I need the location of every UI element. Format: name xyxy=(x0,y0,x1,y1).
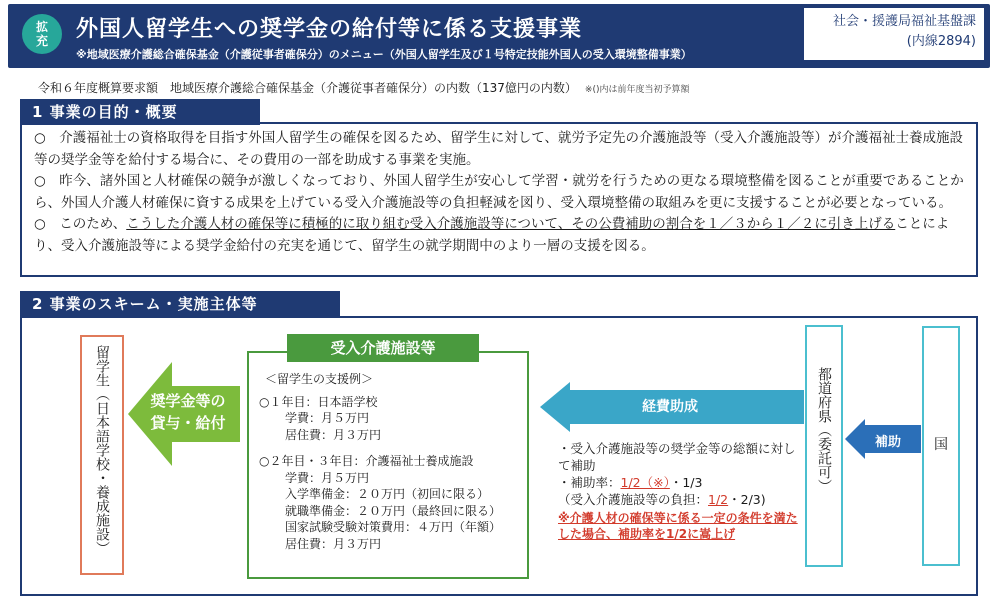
year2-heading: ○２年目・３年目：介護福祉士養成施設 xyxy=(259,454,474,468)
purpose-paragraph-1: ○ 介護福祉士の資格取得を目指す外国人留学生の確保を図るため、留学生に対して、就労予定先の介護施設等（受入介護施設等）が介護福祉士養成施設等の奨学金等を給付する場合に、その費用の一部を助成する事業を実施。 xyxy=(34,130,963,168)
budget-text: 令和６年度概算要求額 地域医療介護総合確保基金（介護従事者確保分）の内数（137億円の内数） xyxy=(38,81,577,95)
department-box xyxy=(804,8,984,60)
subsidy-details xyxy=(558,440,798,542)
section1-body xyxy=(20,122,978,277)
year2-item: 入学準備金：２０万円（初回に限る） xyxy=(285,487,490,501)
student-box xyxy=(80,335,124,575)
year2-item: 国家試験受験対策費用：４万円（年額） xyxy=(285,520,502,534)
year2-item: 学費：月５万円 xyxy=(285,470,370,485)
facility-title: 受入介護施設等 xyxy=(287,334,479,362)
burden-prefix: （受入介護施設等の負担： xyxy=(558,492,709,507)
expansion-badge: 拡 充 xyxy=(22,14,62,54)
support-example-heading: ＜留学生の支援例＞ xyxy=(265,372,374,386)
prefecture-label: 都道府県（委託可） xyxy=(816,367,832,493)
student-label: 留学生（日本語学校・養成施設） xyxy=(94,345,110,555)
subsidy-line: ・受入介護施設等の奨学金等の総額に対して補助 xyxy=(558,441,796,473)
year2-item: 居住費：月３万円 xyxy=(285,536,382,551)
scholarship-arrow-label: 奨学金等の貸与・給付 xyxy=(150,392,226,432)
year1-heading: ○１年目：日本語学校 xyxy=(259,394,378,409)
section1-heading: 1 事業の目的・概要 xyxy=(20,99,260,125)
burden-suffix: ・2/3) xyxy=(728,492,766,507)
expense-subsidy-label: 経費助成 xyxy=(642,399,698,415)
p3-prefix: ○ このため、 xyxy=(34,216,127,232)
department-name: 社会・援護局福祉基盤課 xyxy=(832,14,976,29)
year2-item: 就職準備金：２０万円（最終回に限る） xyxy=(285,503,502,518)
facility-burden xyxy=(558,491,798,508)
page-subtitle: ※地域医療介護総合確保基金（介護従事者確保分）のメニュー（外国人留学生及び１号特定技能外国人の受入環境整備事業） xyxy=(76,48,692,61)
prefecture-box xyxy=(805,325,843,567)
header-banner xyxy=(8,4,990,68)
nation-label: 国 xyxy=(934,437,948,453)
year1-item: 居住費：月３万円 xyxy=(285,427,382,442)
national-subsidy-label: 補助 xyxy=(874,435,901,450)
rate-label: ・補助率： xyxy=(558,475,621,490)
budget-note: ※()内は前年度当初予算額 xyxy=(584,85,690,95)
extension-number: (内線2894) xyxy=(906,34,976,49)
burden-highlight: 1/2 xyxy=(708,492,729,507)
page-title: 外国人留学生への奨学金の給付等に係る支援事業 xyxy=(76,17,583,42)
rate-rest: ・1/3 xyxy=(669,475,703,490)
facility-box xyxy=(247,351,529,579)
p3-suffix: ことにより、受入介護施設等による奨学金給付の充実を通じて、留学生の就学期間中のより一層の支援を図る。 xyxy=(34,216,950,254)
rate-highlight: 1/2（※） xyxy=(620,475,670,490)
purpose-paragraph-2: ○ 昨今、諸外国と人材確保の競争が激しくなっており、外国人留学生が安心して学習・就労を行うための更なる環境整備を図ることが重要であることから、外国人介護人材確保に資する成果を上げている受入介護施設等の負担軽減を図り、受入環境整備の取組みを更に支援することが必要となっている。 xyxy=(34,173,964,211)
budget-line xyxy=(38,79,690,96)
section2-heading: 2 事業のスキーム・実施主体等 xyxy=(20,291,340,317)
p3-underlined: こうした介護人材の確保等に積極的に取り組む受入介護施設等について、その公費補助の割合を１／３から１／２に引き上げる xyxy=(126,216,896,232)
year1-item: 学費：月５万円 xyxy=(285,411,370,425)
nation-box xyxy=(922,326,960,566)
subsidy-rate xyxy=(558,474,798,491)
purpose-paragraph-3 xyxy=(34,214,966,257)
rate-increase-note: ※介護人材の確保等に係る一定の条件を満たした場合、補助率を1/2に嵩上げ xyxy=(558,511,798,541)
